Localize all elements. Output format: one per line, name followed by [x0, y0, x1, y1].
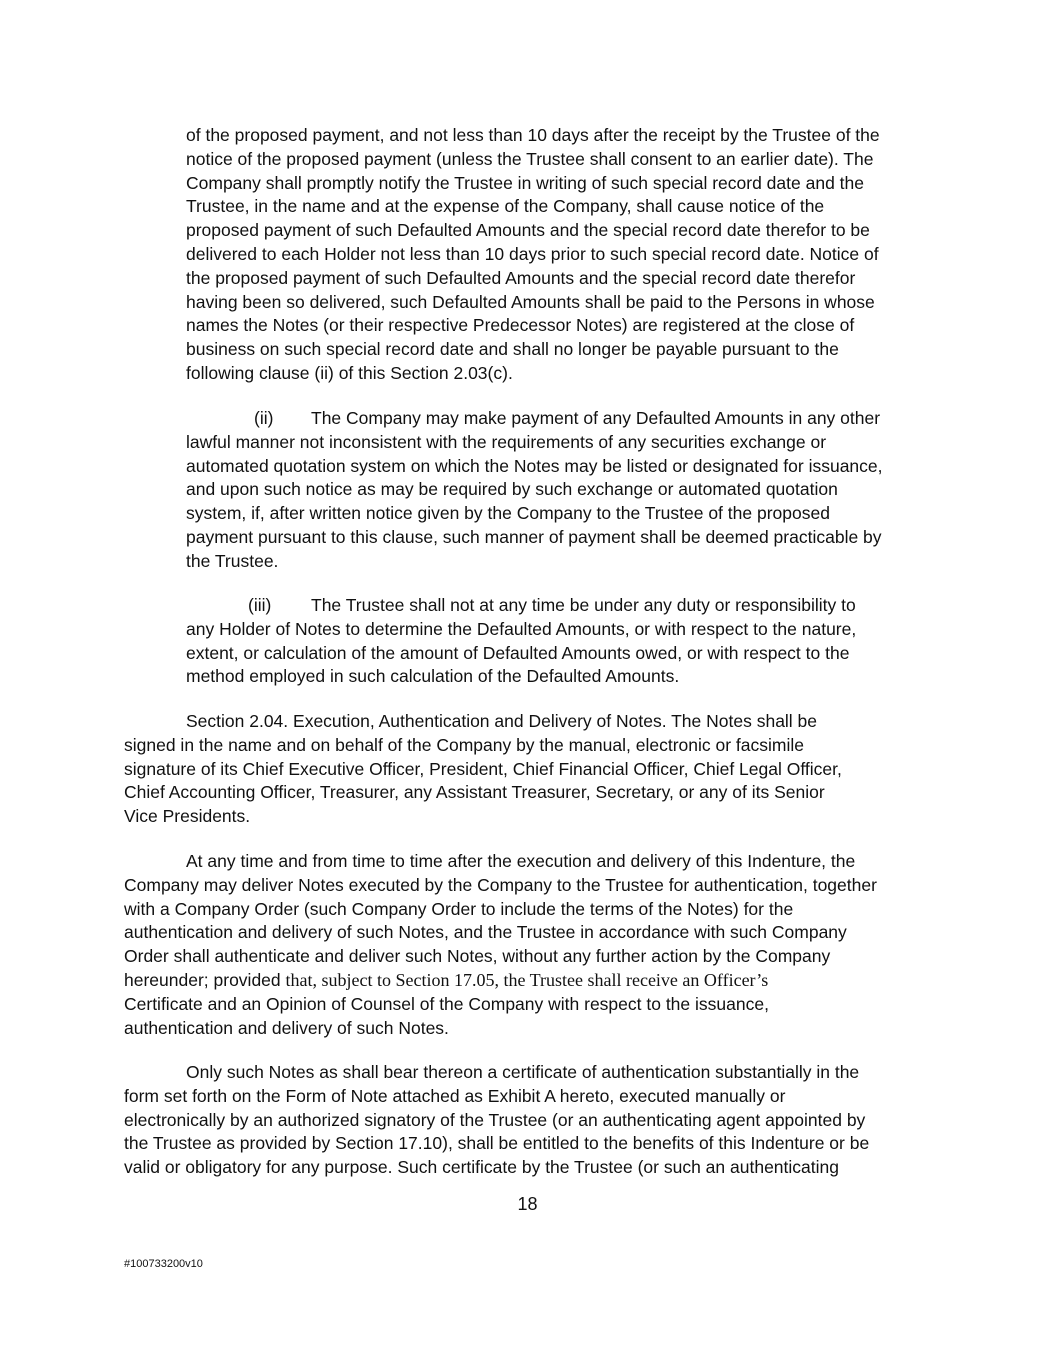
text-line: of the proposed payment, and not less than 10 days after the receipt by the Trustee of the [186, 125, 880, 145]
text-line: the Trustee. [186, 550, 279, 571]
text-line: At any time and from time to time after the execution and delivery of this Indenture, the [186, 851, 856, 871]
text-line: Order shall authenticate and deliver such Notes, without any further action by the Company [124, 946, 831, 967]
text-run-serif: that, subject to Section 17.05, the Trustee shall receive an Officer’s [285, 969, 769, 990]
text-line: Chief Accounting Officer, Treasurer, any Assistant Treasurer, Secretary, or any of its Senior [124, 782, 825, 803]
text-line: the proposed payment of such Defaulted Amounts and the special record date therefor [186, 267, 856, 288]
text-line: authentication and delivery of such Notes. [124, 1017, 449, 1038]
text-line: names the Notes (or their respective Predecessor Notes) are registered at the close of [186, 315, 855, 336]
paragraph-section-2-04 [124, 710, 842, 829]
text-line: Company shall promptly notify the Trustee in writing of such special record date and the [186, 172, 864, 193]
text-line: delivered to each Holder not less than 10 days prior to such special record date. Notice of [186, 243, 879, 264]
text-line: signed in the name and on behalf of the Company by the manual, electronic or facsimile [124, 734, 804, 755]
text-line: Trustee, in the name and at the expense of the Company, shall cause notice of the [186, 196, 825, 217]
text-line: system, if, after written notice given by the Company to the Trustee of the proposed [186, 503, 830, 524]
text-line: electronically by an authorized signatory of the Trustee (or an authenticating agent appointed by [124, 1109, 866, 1130]
text-line: form set forth on the Form of Note attached as Exhibit A hereto, executed manually or [124, 1085, 786, 1106]
text-line: method employed in such calculation of the Defaulted Amounts. [186, 666, 680, 687]
document-id: #100733200v10 [124, 1258, 203, 1270]
text-line: proposed payment of such Defaulted Amounts and the special record date therefor to be [186, 220, 870, 241]
text-line: with a Company Order (such Company Order to include the terms of the Notes) for the [124, 898, 794, 919]
text-run: The Trustee shall not at any time be under any duty or responsibility to [311, 595, 856, 615]
paragraph-clause-ii [186, 407, 883, 574]
text-line: the Trustee as provided by Section 17.10), shall be entitled to the benefits of this Indenture or be [124, 1133, 870, 1154]
text-line [186, 407, 883, 431]
paragraph-defaulted-amounts-clause-i-continuation [186, 124, 880, 386]
text-line: business on such special record date and shall no longer be payable pursuant to the [186, 339, 839, 360]
text-line [186, 594, 856, 618]
text-line: following clause (ii) of this Section 2.03(c). [186, 362, 513, 383]
text-line: any Holder of Notes to determine the Defaulted Amounts, or with respect to the nature, [186, 618, 857, 639]
page-number: 18 [517, 1194, 538, 1214]
text-line: extent, or calculation of the amount of Defaulted Amounts owed, or with respect to the [186, 642, 850, 663]
text-line [124, 969, 877, 993]
text-line: valid or obligatory for any purpose. Such certificate by the Trustee (or such an authenticating [124, 1157, 839, 1178]
text-line: authentication and delivery of such Notes, and the Trustee in accordance with such Company [124, 922, 847, 943]
paragraph-note-delivery [124, 850, 877, 1040]
text-line: payment pursuant to this clause, such manner of payment shall be deemed practicable by [186, 526, 882, 547]
text-line: Only such Notes as shall bear thereon a certificate of authentication substantially in the [186, 1062, 860, 1082]
clause-marker-ii: (ii) [254, 408, 274, 428]
text-line: automated quotation system on which the Notes may be listed or designated for issuance, [186, 455, 883, 476]
text-line: Vice Presidents. [124, 806, 251, 827]
text-run: hereunder; provided [124, 969, 286, 990]
text-line: Company may deliver Notes executed by the Company to the Trustee for authentication, together [124, 874, 877, 895]
section-heading-line: Section 2.04. Execution, Authentication and Delivery of Notes. The Notes shall be [186, 711, 818, 731]
paragraph-certificate-of-authentication [124, 1061, 869, 1180]
paragraph-clause-iii [186, 594, 856, 689]
clause-marker-iii: (iii) [248, 595, 272, 615]
text-run: The Company may make payment of any Defaulted Amounts in any other [311, 408, 881, 428]
text-line: having been so delivered, such Defaulted Amounts shall be paid to the Persons in whose [186, 291, 875, 312]
text-line: signature of its Chief Executive Officer, President, Chief Financial Officer, Chief Legal Officer, [124, 758, 842, 779]
text-line: and upon such notice as may be required by such exchange or automated quotation [186, 479, 838, 500]
text-line: lawful manner not inconsistent with the requirements of any securities exchange or [186, 431, 827, 452]
text-line: notice of the proposed payment (unless the Trustee shall consent to an earlier date). The [186, 148, 874, 169]
text-line: Certificate and an Opinion of Counsel of the Company with respect to the issuance, [124, 993, 769, 1014]
